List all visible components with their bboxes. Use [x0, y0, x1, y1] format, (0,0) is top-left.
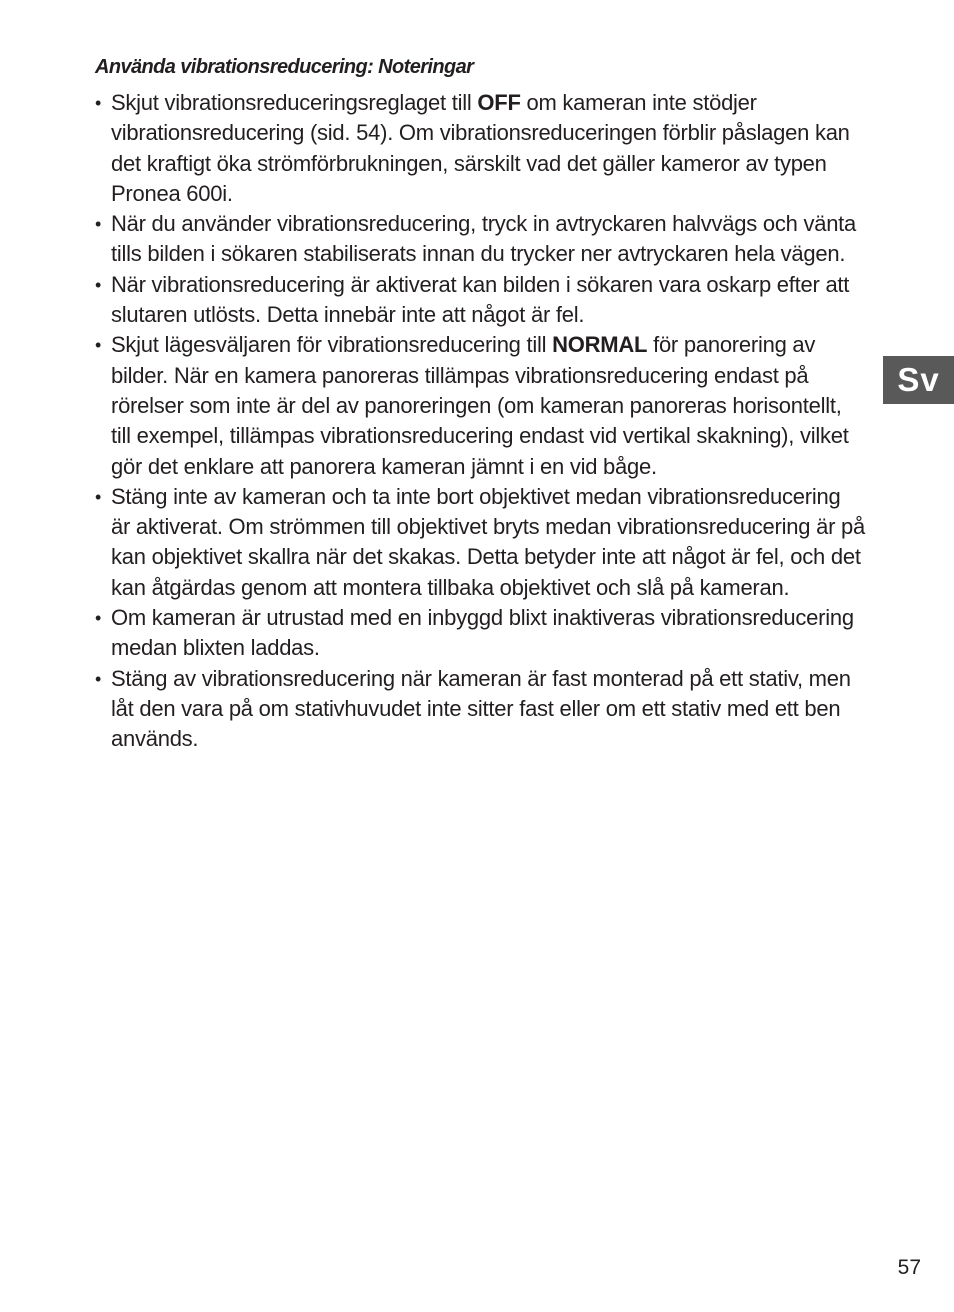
note-text [111, 666, 851, 752]
bullet-icon: • [95, 335, 102, 356]
page-number: 57 [897, 1256, 921, 1279]
note-item [95, 88, 865, 209]
bullet-icon: • [95, 274, 102, 295]
note-item [95, 330, 865, 481]
note-text [111, 332, 849, 478]
bullet-icon: • [95, 608, 102, 629]
note-emphasis: OFF [477, 90, 521, 115]
note-emphasis: NORMAL [552, 332, 648, 358]
note-segment: Stäng inte av kameran och ta inte bort objektivet medan vibrationsreducering är aktiverat. Om strömmen till objektivet bryts medan vibrationsreducering är på kan objektivet skallra när det skakas. Detta betyder inte att något är fel, och det kan åtgärdas genom att montera tillbaka objektivet och slå på kameran. [111, 483, 865, 600]
note-segment: När vibrationsreducering är aktiverat kan bilden i sökaren vara oskarp efter att slutaren utlösts. Detta innebär inte att något är fel. [111, 271, 850, 328]
note-segment: Stäng av vibrationsreducering när kameran är fast monterad på ett stativ, men låt den vara på om stativhuvudet inte sitter fast eller om ett stativ med ett ben används. [111, 665, 851, 752]
note-text [111, 211, 856, 266]
bullet-icon: • [95, 93, 102, 113]
note-item [95, 603, 865, 664]
section-heading: Använda vibrationsreducering: Noteringar [95, 56, 474, 78]
note-segment: Skjut lägesväljaren för vibrationsreducering till [111, 332, 553, 358]
page-content [95, 52, 865, 755]
note-segment: När du använder vibrationsreducering, tryck in avtryckaren halvvägs och vänta tills bilden i sökaren stabiliserats innan du trycker ner avtryckaren hela vägen. [111, 211, 857, 267]
note-segment: om kameran inte stödjer vibrationsreducering (sid. 54). Om vibrationsreduceringen förblir påslagen kan det kraftigt öka strömförbrukningen, särskilt vad det gäller kameror av typen Pronea 600i. [111, 90, 850, 206]
language-tab: Sv [883, 356, 954, 404]
bullet-icon: • [95, 668, 102, 689]
note-text [111, 272, 849, 327]
note-text [111, 605, 854, 660]
note-item [95, 664, 865, 755]
notes-list [95, 88, 865, 755]
bullet-icon: • [95, 486, 102, 507]
note-item [95, 270, 865, 331]
note-segment: Om kameran är utrustad med en inbyggd blixt inaktiveras vibrationsreducering medan blixten laddas. [111, 605, 854, 661]
note-item [95, 482, 865, 603]
note-segment: Skjut vibrationsreduceringsreglaget till [111, 90, 478, 115]
note-item [95, 209, 865, 270]
note-segment: för panorering av bilder. När en kamera panoreras tillämpas vibrationsreducering endast på rörelser som inte är del av panoreringen (om kameran panoreras horisontellt, till exempel, tillämpas vibrationsreducering endast vid vertikal skakning), vilket gör det enklare att panorera kameran jämnt i en vid båge. [111, 332, 849, 479]
note-text [111, 90, 850, 206]
note-text [111, 484, 865, 600]
bullet-icon: • [95, 214, 102, 235]
